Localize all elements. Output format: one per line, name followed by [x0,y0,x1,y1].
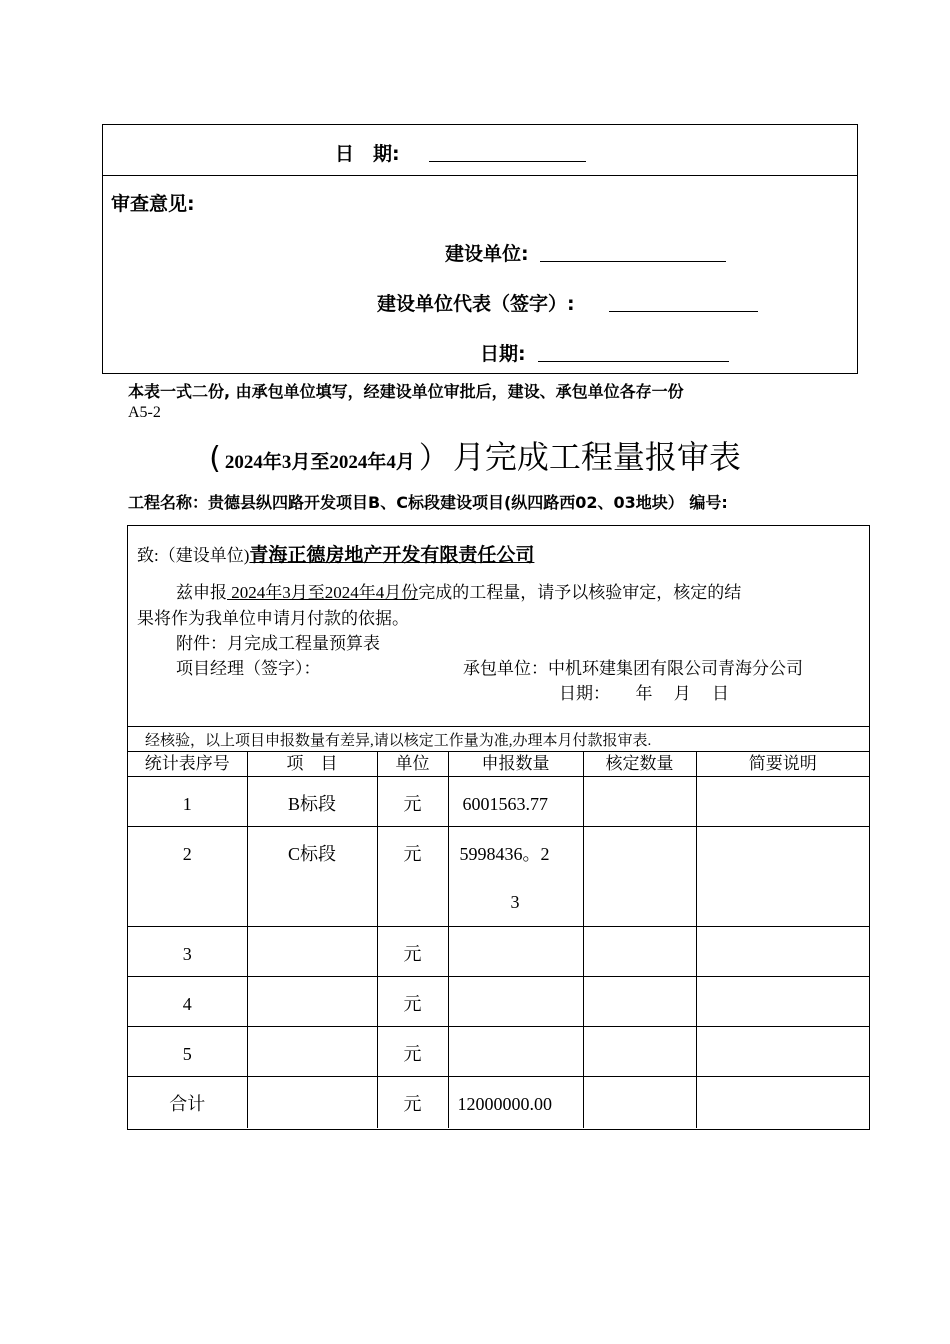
table-total-row [128,1077,869,1128]
project-name-line: 工程名称：贵德县纵四路开发项目B、C标段建设项目(纵四路西02、03地块） 编号: [128,493,728,512]
header-item: 项 目 [247,752,377,777]
header-serial: 统计表序号 [128,752,247,777]
review-opinion-label: 审查意见: [111,193,195,215]
row-unit: 元 [403,1044,422,1064]
row-item: C标段 [287,844,336,864]
row-serial: 4 [182,994,192,1014]
row-serial: 3 [182,944,192,964]
header-unit: 单位 [377,752,448,777]
row-declared-wrap: 3 [510,892,520,912]
letter-date-line: 日期： 年 月 日 [559,684,729,703]
total-item [247,1077,377,1128]
review-box [102,124,858,374]
report-period: 2024年3月至2024年4月份 [227,583,419,602]
row-serial: 2 [182,844,192,864]
row-serial: 5 [182,1044,192,1064]
table-row [128,777,869,827]
contractor-line: 承包单位：中机环建集团有限公司青海分公司 [463,659,803,678]
review-date2-field[interactable] [538,341,729,362]
row-remarks[interactable] [696,827,869,927]
unit-rep-signature-field[interactable] [609,291,758,312]
application-letter [128,526,869,727]
row-remarks[interactable] [696,777,869,827]
review-date-label: 日 期: [335,143,400,165]
row-unit: 元 [403,944,422,964]
row-declared[interactable] [448,927,583,977]
row-item[interactable] [247,977,377,1027]
row-approved[interactable] [583,927,696,977]
row-unit: 元 [403,794,422,814]
row-serial: 1 [182,794,192,814]
row-remarks[interactable] [696,927,869,977]
row-remarks[interactable] [696,1027,869,1077]
addressee-line: 致:（建设单位)青海正德房地产开发有限责任公司 [137,544,535,566]
page-title: ( 2024年3月至2024年4月 ） 月完成工程量报审表 [209,438,741,476]
total-remarks[interactable] [696,1077,869,1128]
row-unit: 元 [403,844,422,864]
table-row [128,827,869,927]
construction-unit-field[interactable] [540,241,726,262]
row-unit: 元 [403,994,422,1014]
quantity-table [128,752,869,1128]
row-item[interactable] [247,1027,377,1077]
report-form [127,525,870,1130]
header-declared: 申报数量 [448,752,583,777]
row-declared[interactable] [448,1027,583,1077]
total-label: 合计 [169,1094,206,1114]
header-remarks: 简要说明 [696,752,869,777]
letter-line-2: 果将作为我单位申请月付款的依据。 [137,609,409,628]
letter-line-1: 兹申报 2024年3月至2024年4月份完成的工程量，请予以核验审定，核定的结 [176,583,742,602]
review-date2-label: 日期: [480,343,526,365]
row-item[interactable] [247,927,377,977]
total-approved[interactable] [583,1077,696,1128]
unit-rep-label: 建设单位代表（签字）: [377,293,575,315]
copies-note: 本表一式二份, 由承包单位填写，经建设单位审批后，建设、承包单位各存一份 [128,382,684,401]
row-approved[interactable] [583,1027,696,1077]
construction-unit-label: 建设单位: [445,243,529,265]
table-row [128,977,869,1027]
row-approved[interactable] [583,977,696,1027]
row-approved[interactable] [583,777,696,827]
verification-note: 经核验，以上项目申报数量有差异,请以核定工作量为准,办理本月付款报审表. [128,726,869,752]
title-main: 月完成工程量报审表 [452,438,741,476]
review-date-field[interactable] [429,141,586,162]
client-company: 青海正德房地产开发有限责任公司 [249,544,535,566]
table-row [128,1027,869,1077]
review-date-row [103,125,857,176]
row-item: B标段 [287,794,336,814]
row-remarks[interactable] [696,977,869,1027]
title-period: 2024年3月至2024年4月 [224,452,415,473]
attachment-line: 附件：月完成工程量预算表 [176,634,380,653]
row-declared: 6001563.77 [462,794,548,814]
total-unit: 元 [403,1094,422,1114]
total-declared: 12000000.00 [457,1094,552,1114]
header-approved: 核定数量 [583,752,696,777]
row-declared[interactable] [448,977,583,1027]
table-header-row [128,752,869,777]
row-approved[interactable] [583,827,696,927]
row-declared: 5998436。2 [459,844,550,864]
project-manager-label: 项目经理（签字）： [176,659,321,678]
form-code: A5-2 [128,404,161,421]
table-row [128,927,869,977]
